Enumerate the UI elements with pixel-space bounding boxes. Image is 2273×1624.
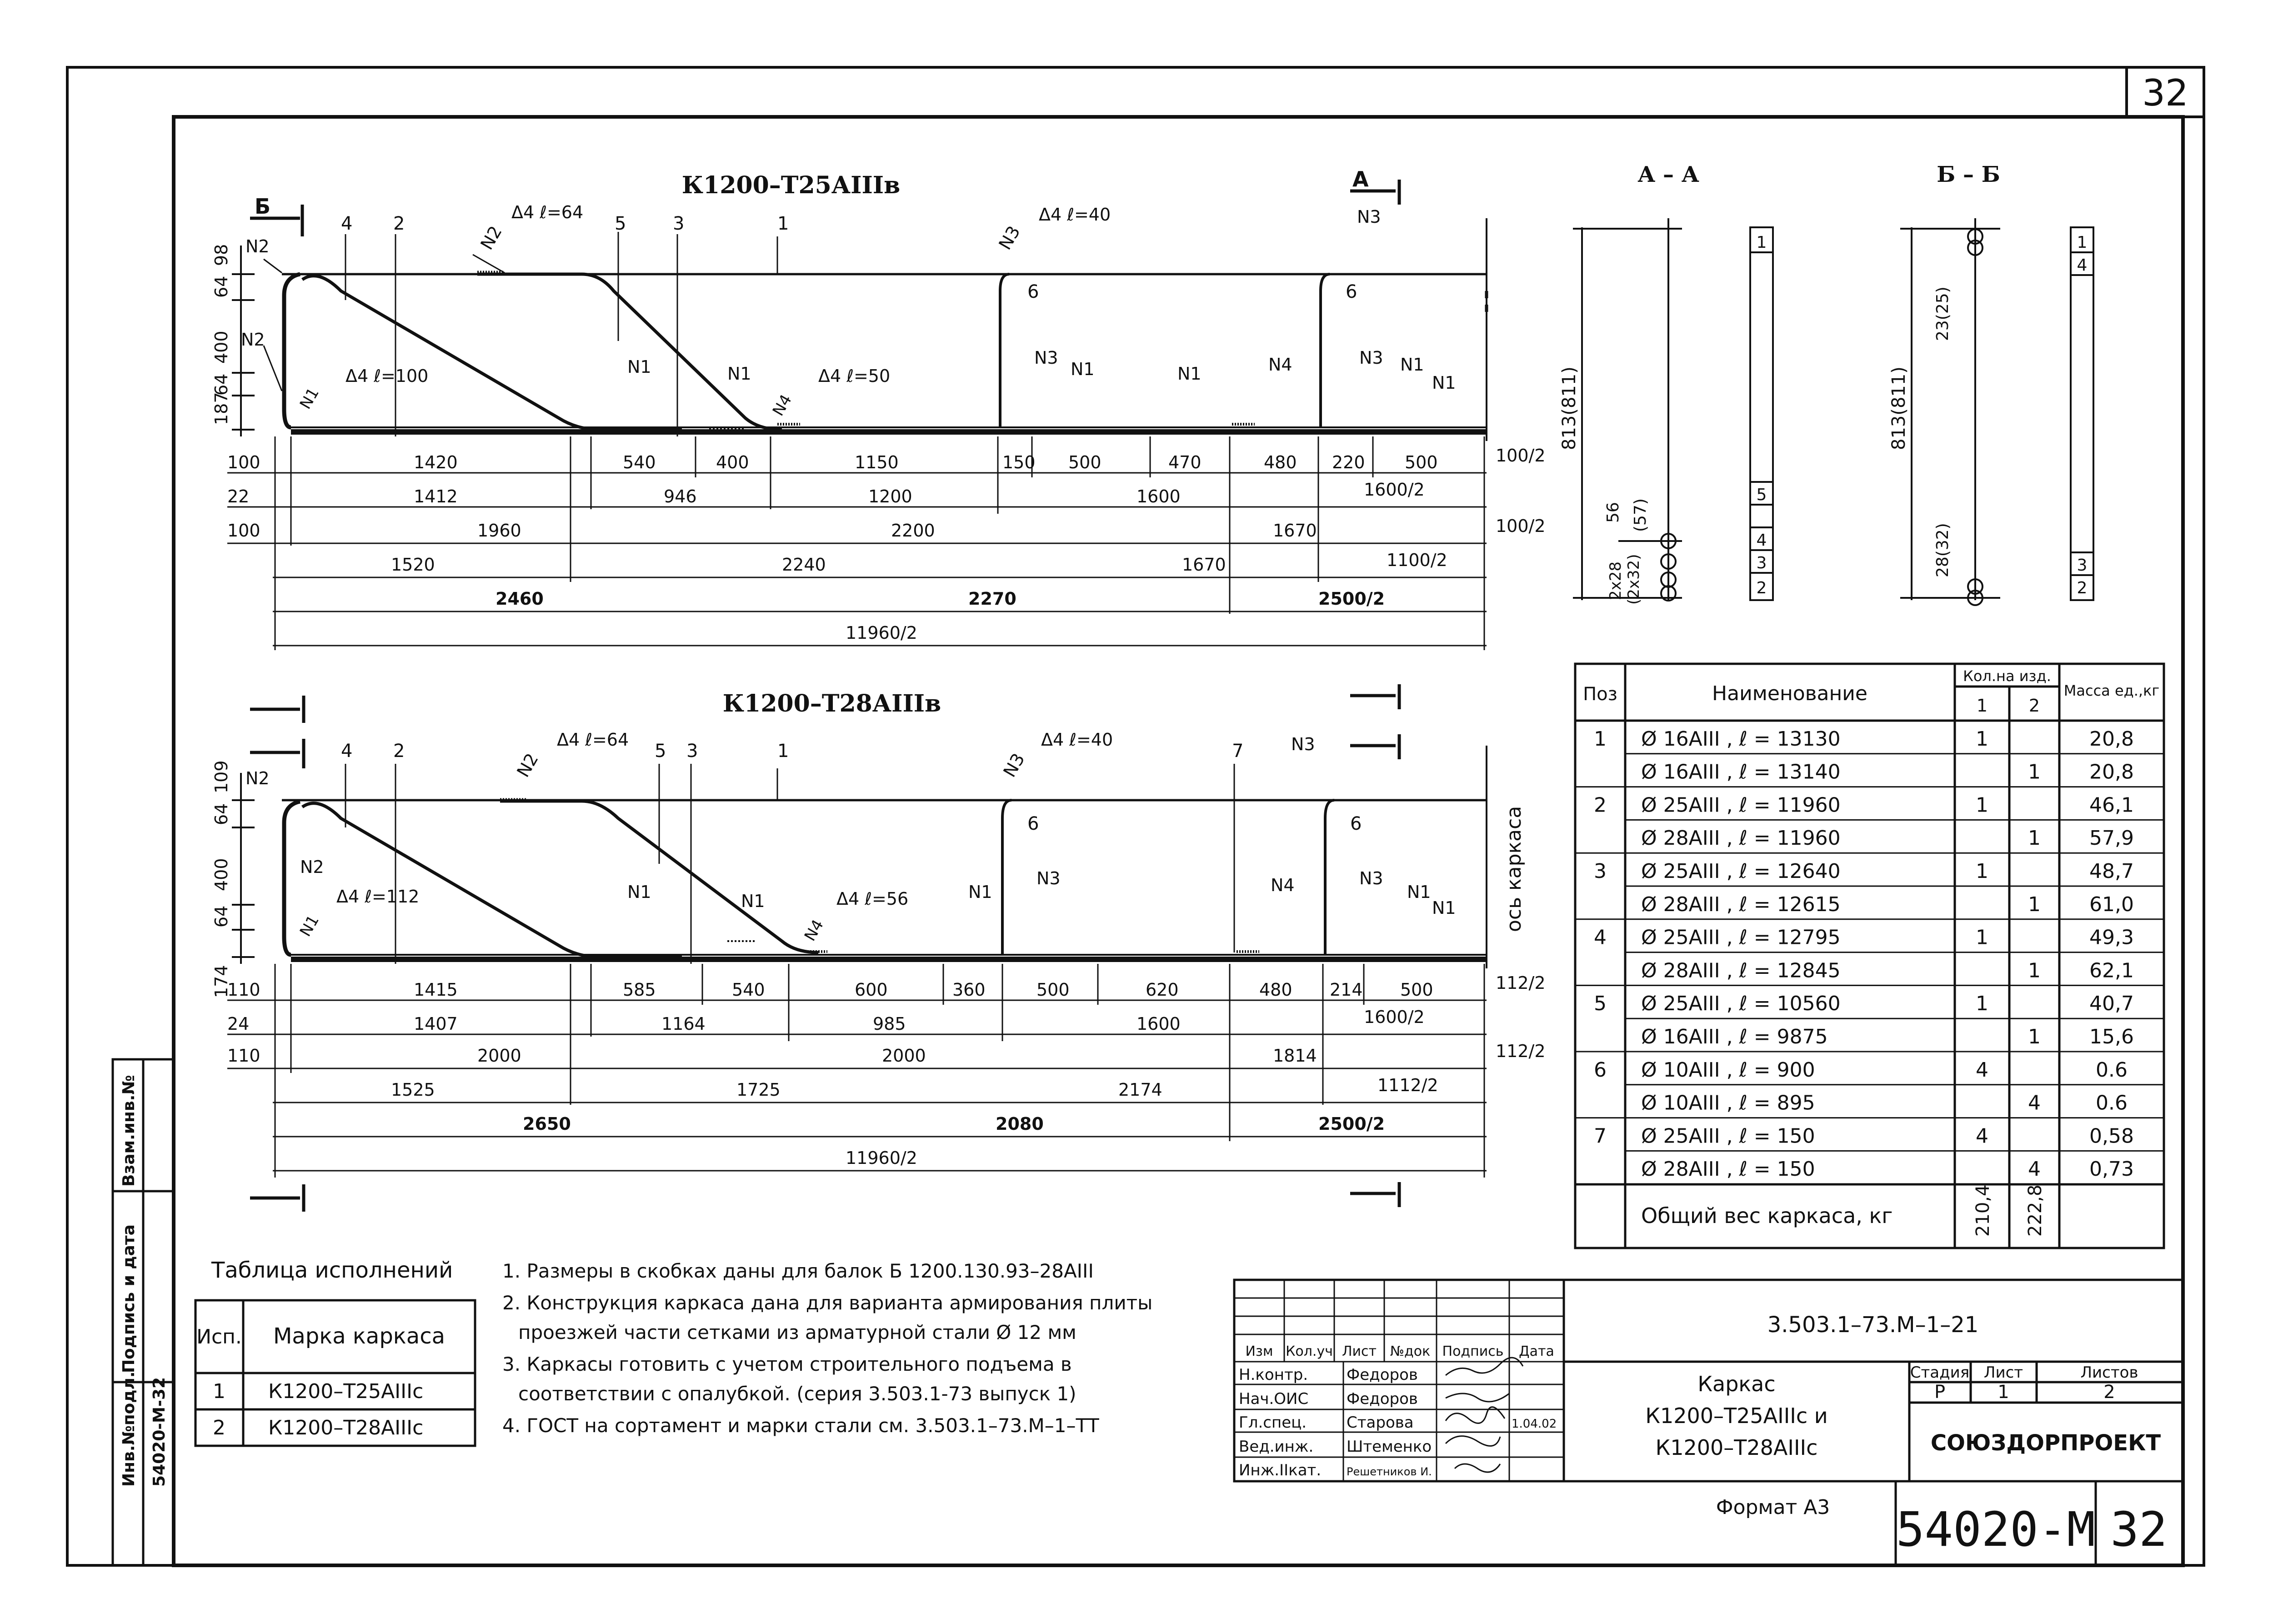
axis-label: ось каркаса — [1502, 806, 1526, 932]
d2r1-6: 500 — [1036, 980, 1070, 1000]
spec-mass: 0,58 — [2089, 1124, 2134, 1148]
stamp-number: 54020-М-32 — [150, 1377, 169, 1487]
d2r1-0: 110 — [227, 980, 260, 1000]
d2r1-11: 112/2 — [1496, 973, 1546, 993]
d2r5-0: 2650 — [523, 1114, 571, 1134]
dim-row5-texts — [496, 589, 1385, 609]
d2r2-4: 1600 — [1136, 1014, 1181, 1034]
weld2-n3-b: N3 — [1036, 868, 1061, 888]
exec-col2: Марка каркаса — [273, 1323, 446, 1349]
spec-mass: 15,6 — [2089, 1025, 2134, 1048]
d2r4-0: 1525 — [391, 1080, 435, 1100]
weld2-n1-d: N1 — [968, 882, 992, 902]
bb-dim-23: 23(25) — [1933, 286, 1952, 341]
tb-role: Нач.ОИС — [1239, 1390, 1309, 1408]
spec-name: Ø 25АIII , ℓ = 11960 — [1641, 793, 1841, 817]
spec-mass: 20,8 — [2089, 760, 2134, 784]
title-block — [1234, 1280, 2183, 1565]
tb-head-cell: Подпись — [1442, 1343, 1504, 1359]
section-marker-b-1-label: Б — [255, 194, 271, 219]
pos-5: 5 — [615, 213, 626, 234]
aa-pos-5: 5 — [1756, 486, 1767, 504]
delta2-112: Δ4 ℓ=112 — [336, 887, 420, 907]
spec-pos: 3 — [1594, 860, 1607, 883]
exec-title: Таблица исполнений — [211, 1258, 453, 1283]
spec-name: Ø 10АIII , ℓ = 895 — [1641, 1091, 1815, 1115]
d1r2-5: 1600/2 — [1364, 480, 1425, 500]
exec-row2-n: 2 — [213, 1416, 225, 1439]
title-block-head — [1245, 1343, 1554, 1359]
drawing-2-title: К1200–Т28АIIIв — [722, 690, 941, 717]
weld-n4-b: N4 — [769, 391, 796, 419]
leaders-2 — [345, 764, 1234, 964]
drawing-1 — [211, 167, 1546, 650]
tb-head-cell: Кол.уч — [1286, 1343, 1333, 1359]
aa-dim-56: 56 — [1604, 502, 1622, 523]
spec-pos: 7 — [1594, 1124, 1607, 1148]
tb-role: Вед.инж. — [1239, 1438, 1314, 1456]
height2-64a: 64 — [211, 803, 231, 825]
spec-pos: 5 — [1594, 992, 1607, 1016]
spec-mass: 57,9 — [2089, 827, 2134, 850]
tb-stage-h: Стадия — [1910, 1363, 1970, 1382]
spec-q2: 1 — [2028, 959, 2041, 982]
spec-h-qty2: 2 — [2028, 696, 2040, 716]
d1r2-1: 1412 — [414, 486, 458, 506]
weld-n3-d: N3 — [1357, 207, 1381, 227]
height-400: 400 — [211, 331, 231, 364]
notes — [502, 1260, 1152, 1437]
spec-q2: 4 — [2028, 1158, 2041, 1181]
spec-name: Ø 10АIII , ℓ = 900 — [1641, 1058, 1815, 1082]
d2r1-4: 600 — [855, 980, 888, 1000]
aa-pos-1: 1 — [1756, 233, 1767, 252]
pos2-1: 1 — [777, 741, 789, 762]
spec-q1: 1 — [1976, 992, 1988, 1016]
d1r1-8: 480 — [1264, 452, 1297, 472]
spec-mass: 48,7 — [2089, 860, 2134, 883]
note-1: 1. Размеры в скобках даны для балок Б 1200.130.93–28АIII — [502, 1260, 1094, 1282]
tb-date: 1.04.02 — [1512, 1417, 1557, 1431]
spec-q2: 1 — [2028, 760, 2041, 784]
spec-name: Ø 28АIII , ℓ = 150 — [1641, 1158, 1815, 1181]
tb-sheets: 2 — [2103, 1382, 2115, 1403]
spec-pos: 1 — [1594, 727, 1607, 751]
pos-3: 3 — [673, 213, 685, 234]
spec-table — [1575, 664, 2164, 1248]
tb-doc-no: 54020-М — [1896, 1502, 2096, 1557]
dim2-row5-texts — [523, 1114, 1385, 1134]
pos2-4: 4 — [341, 741, 353, 762]
height-64b: 64 — [211, 373, 231, 396]
d2r5-1: 2080 — [996, 1114, 1044, 1134]
spec-mass: 62,1 — [2089, 959, 2134, 982]
spec-q2: 1 — [2028, 1025, 2041, 1048]
section-aa — [1559, 162, 1773, 605]
weld-n4-a: N4 — [1268, 355, 1292, 375]
spec-total-1: 210,4 — [1973, 1184, 1993, 1237]
note-3b: соответствии с опалубкой. (серия 3.503.1-73 выпуск 1) — [518, 1383, 1076, 1405]
d1r4-1: 2240 — [782, 555, 826, 575]
spec-mass: 46,1 — [2089, 793, 2134, 817]
dim-row1-texts — [227, 446, 1546, 472]
aa-dim-2x28: 2x28 — [1607, 561, 1625, 600]
pos-6b: 6 — [1346, 281, 1357, 302]
spec-pos: 4 — [1594, 926, 1607, 949]
aa-dim-57: (57) — [1631, 498, 1650, 532]
exec-row1-n: 1 — [213, 1380, 225, 1403]
tb-person: Старова — [1347, 1413, 1414, 1432]
d2r6-0: 11960/2 — [846, 1148, 917, 1168]
spec-total-label: Общий вес каркаса, кг — [1641, 1203, 1893, 1228]
weld-n1-b: N1 — [627, 357, 651, 377]
exec-row1-mark: К1200–Т25АIIIс — [268, 1380, 424, 1403]
weld2-n1-c: N1 — [741, 891, 765, 911]
spec-name: Ø 16АIII , ℓ = 9875 — [1641, 1025, 1828, 1048]
spec-q1: 1 — [1976, 727, 1988, 751]
note-3: 3. Каркасы готовить с учетом строительного подъема в — [502, 1353, 1072, 1375]
d1r1-6: 500 — [1068, 452, 1101, 472]
pos2-6b: 6 — [1350, 813, 1362, 834]
d2r2-5: 1600/2 — [1364, 1007, 1425, 1027]
aa-pos-4: 4 — [1756, 531, 1767, 550]
d1r5-0: 2460 — [496, 589, 544, 609]
spec-h-qty1: 1 — [1976, 696, 1988, 716]
spec-h-pos: Поз — [1583, 684, 1617, 705]
weld-n1-g: N1 — [1432, 373, 1456, 393]
weld2-n3-c: N3 — [1359, 868, 1383, 888]
spec-name: Ø 28АIII , ℓ = 12615 — [1641, 892, 1841, 916]
height2-64b: 64 — [211, 905, 231, 927]
d2r3-2: 2000 — [882, 1046, 926, 1066]
d1r5-1: 2270 — [968, 589, 1016, 609]
section-bb — [1888, 162, 2093, 605]
d1r1-5: 150 — [1002, 452, 1036, 472]
weld2-n1-e: N1 — [1407, 882, 1431, 902]
weld-n3-b: N3 — [1034, 348, 1058, 368]
spec-total-2: 222,8 — [2025, 1184, 2046, 1237]
spec-q1: 4 — [1976, 1058, 1988, 1082]
d2r1-2: 585 — [623, 980, 656, 1000]
note-4: 4. ГОСТ на сортамент и марки стали см. 3.503.1–73.М–1–ТТ — [502, 1414, 1099, 1437]
d1r4-0: 1520 — [391, 555, 435, 575]
d1r2-3: 1200 — [868, 486, 912, 506]
section-markers-2 — [250, 684, 1399, 1212]
weld-n3-a: N3 — [995, 222, 1024, 253]
d2r1-1: 1415 — [414, 980, 458, 1000]
spec-mass: 40,7 — [2089, 992, 2134, 1016]
weld2-n4-a: N4 — [1271, 875, 1295, 895]
spec-h-qty: Кол.на изд. — [1963, 667, 2051, 685]
spec-name: Ø 25АIII , ℓ = 12795 — [1641, 926, 1841, 949]
d2r3-4: 112/2 — [1496, 1041, 1546, 1061]
tb-title-l2: К1200–Т25АIIIс и — [1645, 1403, 1828, 1428]
spec-q2: 1 — [2028, 827, 2041, 850]
spec-pos: 2 — [1594, 793, 1607, 817]
exec-row2-mark: К1200–Т28АIIIс — [268, 1416, 424, 1439]
rebar-cage-2 — [282, 746, 1487, 968]
d1r1-0: 100 — [227, 452, 260, 472]
weld-n1-e: N1 — [1177, 364, 1202, 384]
weld2-n3-d: N3 — [1291, 734, 1315, 754]
stamp-inv: Инв.№подл. — [120, 1371, 138, 1487]
d1r1-4: 1150 — [855, 452, 899, 472]
d2r1-5: 360 — [952, 980, 986, 1000]
pos2-6a: 6 — [1027, 813, 1039, 834]
pos2-7: 7 — [1232, 741, 1244, 762]
pos-6a: 6 — [1027, 281, 1039, 302]
aa-title: А – А — [1637, 162, 1699, 187]
d1r1-9: 220 — [1332, 452, 1365, 472]
d2r2-3: 985 — [873, 1014, 906, 1034]
d1r1-10: 500 — [1405, 452, 1438, 472]
note-2b: проезжей части сетками из арматурной стали Ø 12 мм — [518, 1321, 1076, 1343]
spec-mass: 0.6 — [2096, 1091, 2128, 1115]
tb-role: Н.контр. — [1239, 1366, 1308, 1384]
aa-height: 813(811) — [1559, 366, 1580, 450]
tb-org: СОЮЗДОРПРОЕКТ — [1930, 1430, 2161, 1456]
exec-table — [195, 1258, 475, 1446]
d1r4-3: 1100/2 — [1387, 550, 1447, 570]
spec-q1: 1 — [1976, 793, 1988, 817]
tb-head-cell: №док — [1390, 1343, 1431, 1359]
weld2-n2-mid: N2 — [300, 857, 324, 877]
aa-pos-3: 3 — [1756, 554, 1767, 572]
d2r3-1: 2000 — [477, 1046, 521, 1066]
d1r3-2: 2200 — [891, 521, 935, 541]
bb-pos-4: 4 — [2077, 256, 2088, 275]
tb-code: 3.503.1–73.М–1–21 — [1767, 1312, 1979, 1338]
spec-name: Ø 25АIII , ℓ = 12640 — [1641, 860, 1841, 883]
tb-title-l1: Каркас — [1697, 1372, 1776, 1396]
aa-pos-2: 2 — [1756, 579, 1767, 597]
dim-row4-texts — [391, 550, 1447, 575]
d1r2-0: 22 — [227, 486, 250, 506]
d2r1-9: 214 — [1330, 980, 1363, 1000]
weld-n1-d: N1 — [1071, 359, 1095, 379]
spec-mass: 61,0 — [2089, 892, 2134, 916]
weld2-n4-b: N4 — [801, 917, 827, 944]
d2r4-1: 1725 — [736, 1080, 781, 1100]
bb-height: 813(811) — [1888, 366, 1909, 450]
signature-scribbles — [1446, 1358, 1523, 1472]
stamp-podpis: Подпись и дата — [120, 1224, 138, 1373]
dim2-row1-texts — [227, 973, 1546, 1000]
exec-col1: Исп. — [196, 1325, 242, 1348]
spec-q2: 1 — [2028, 892, 2041, 916]
spec-mass: 20,8 — [2089, 727, 2134, 751]
tb-format: Формат А3 — [1716, 1496, 1830, 1519]
d1r2-2: 946 — [664, 486, 697, 506]
spec-q1: 4 — [1976, 1124, 1988, 1148]
tb-head-cell: Изм — [1245, 1343, 1273, 1359]
drawing-1-title: К1200–Т25АIIIв — [681, 171, 901, 199]
height2-400: 400 — [211, 858, 231, 891]
pos2-5: 5 — [655, 741, 666, 762]
rebar-cage-1 — [282, 218, 1487, 441]
d2r3-3: 1814 — [1273, 1046, 1317, 1066]
stamp-vzam: Взам.инв.№ — [120, 1075, 138, 1187]
d2r3-0: 110 — [227, 1046, 260, 1066]
weld2-n1-f: N1 — [1432, 898, 1456, 918]
pos-1: 1 — [777, 213, 789, 234]
height2-174: 174 — [211, 965, 231, 998]
d1r1-1: 1420 — [414, 452, 458, 472]
delta-64: Δ4 ℓ=64 — [511, 202, 584, 222]
dim2-row4-texts — [391, 1075, 1438, 1100]
delta-50: Δ4 ℓ=50 — [818, 366, 891, 386]
d1r4-2: 1670 — [1182, 555, 1226, 575]
weld-n1-a: N1 — [296, 385, 323, 412]
d2r1-8: 480 — [1259, 980, 1292, 1000]
spec-name: Ø 28АIII , ℓ = 12845 — [1641, 959, 1841, 982]
pos-2: 2 — [393, 213, 405, 234]
d1r1-2: 540 — [623, 452, 656, 472]
spec-name: Ø 28АIII , ℓ = 11960 — [1641, 827, 1841, 850]
bb-pos-1: 1 — [2077, 233, 2088, 252]
tb-person: Решетников И. — [1347, 1465, 1432, 1478]
height-dims-2 — [232, 773, 255, 964]
aa-dim-2x32: (2x32) — [1625, 554, 1643, 605]
pos-4: 4 — [341, 213, 353, 234]
spec-rows — [1594, 727, 2134, 1181]
weld2-n1-a: N1 — [296, 912, 323, 940]
spec-name: Ø 16АIII , ℓ = 13130 — [1641, 727, 1841, 751]
tb-sheet: 1 — [1998, 1382, 2009, 1403]
d1r3-4: 100/2 — [1496, 516, 1546, 536]
d2r2-1: 1407 — [414, 1014, 458, 1034]
spec-pos: 6 — [1594, 1058, 1607, 1082]
spec-name: Ø 16АIII , ℓ = 13140 — [1641, 760, 1841, 784]
height-64a: 64 — [211, 276, 231, 298]
weld-n2-mid: N2 — [241, 330, 265, 350]
leaders-1 — [264, 232, 777, 436]
height-98: 98 — [211, 244, 231, 266]
section-marker-a-1-label: А — [1352, 167, 1369, 191]
d2r4-3: 1112/2 — [1377, 1075, 1438, 1095]
weld-n2-top: N2 — [245, 236, 270, 256]
weld2-n2-top: N2 — [245, 768, 270, 788]
weld-n2-e: N2 — [476, 222, 506, 253]
d2r5-2: 2500/2 — [1318, 1114, 1385, 1134]
dim-row3-texts — [227, 516, 1546, 541]
height-187: 187 — [211, 392, 231, 425]
dim2-row2-texts — [227, 1007, 1425, 1034]
delta2-64: Δ4 ℓ=64 — [557, 730, 629, 750]
note-2: 2. Конструкция каркаса дана для варианта армирования плиты — [502, 1292, 1153, 1314]
side-stamp — [113, 1059, 174, 1565]
d1r5-2: 2500/2 — [1318, 589, 1385, 609]
d1r3-0: 100 — [227, 521, 260, 541]
dim2-row3-texts — [227, 1041, 1546, 1066]
tb-person: Федоров — [1347, 1366, 1418, 1384]
corner-sheet-number: 32 — [2142, 72, 2188, 114]
pos2-2: 2 — [393, 741, 405, 762]
tb-person: Федоров — [1347, 1390, 1418, 1408]
spec-name: Ø 25АIII , ℓ = 10560 — [1641, 992, 1841, 1016]
d2r4-2: 2174 — [1118, 1080, 1162, 1100]
bb-title: Б – Б — [1937, 162, 2000, 187]
weld-n3-c: N3 — [1359, 348, 1383, 368]
weld-n1-c: N1 — [727, 364, 751, 384]
tb-person: Штеменко — [1347, 1438, 1432, 1456]
d1r2-4: 1600 — [1136, 486, 1181, 506]
spec-h-name: Наименование — [1712, 682, 1867, 705]
delta2-56: Δ4 ℓ=56 — [836, 889, 909, 909]
delta-100: Δ4 ℓ=100 — [345, 366, 429, 386]
spec-mass: 49,3 — [2089, 926, 2134, 949]
d1r1-11: 100/2 — [1496, 446, 1546, 466]
spec-h-mass: Масса ед.,кг — [2063, 682, 2160, 699]
bb-dim-28: 28(32) — [1933, 523, 1952, 577]
delta-40: Δ4 ℓ=40 — [1039, 205, 1111, 225]
weld2-n3-a: N3 — [999, 750, 1029, 781]
weld2-n2-e: N2 — [513, 750, 542, 781]
d1r1-7: 470 — [1168, 452, 1202, 472]
height2-109: 109 — [211, 760, 231, 793]
pos2-3: 3 — [686, 741, 698, 762]
tb-stage: Р — [1934, 1382, 1946, 1403]
d2r1-7: 620 — [1146, 980, 1179, 1000]
tb-sheet-h: Лист — [1983, 1363, 2023, 1382]
tb-head-cell: Дата — [1519, 1343, 1554, 1359]
spec-q2: 4 — [2028, 1091, 2041, 1115]
spec-mass: 0.6 — [2096, 1058, 2128, 1082]
dim-row2-texts — [227, 480, 1425, 506]
tb-page: 32 — [2110, 1502, 2168, 1557]
spec-name: Ø 25АIII , ℓ = 150 — [1641, 1124, 1815, 1148]
tb-sheets-h: Листов — [2080, 1363, 2138, 1382]
d1r1-3: 400 — [716, 452, 749, 472]
d1r3-3: 1670 — [1273, 521, 1317, 541]
d1r3-1: 1960 — [477, 521, 521, 541]
d2r1-3: 540 — [732, 980, 765, 1000]
delta2-40: Δ4 ℓ=40 — [1041, 730, 1113, 750]
bb-pos-2: 2 — [2077, 579, 2088, 597]
spec-q1: 1 — [1976, 860, 1988, 883]
weld2-n1-b: N1 — [627, 882, 651, 902]
tb-role: Гл.спец. — [1239, 1413, 1307, 1432]
spec-q1: 1 — [1976, 926, 1988, 949]
d2r1-10: 500 — [1400, 980, 1433, 1000]
spec-mass: 0,73 — [2089, 1158, 2134, 1181]
tb-head-cell: Лист — [1342, 1343, 1377, 1359]
tb-role: Инж.IIкат. — [1239, 1461, 1322, 1479]
tb-title-l3: К1200–Т28АIIIс — [1655, 1435, 1818, 1460]
bb-pos-3: 3 — [2077, 556, 2088, 575]
d2r2-2: 1164 — [661, 1014, 706, 1034]
d1r6-0: 11960/2 — [846, 623, 917, 643]
drawing-2 — [211, 684, 1546, 1212]
d2r2-0: 24 — [227, 1014, 250, 1034]
weld-n1-f: N1 — [1400, 355, 1424, 375]
